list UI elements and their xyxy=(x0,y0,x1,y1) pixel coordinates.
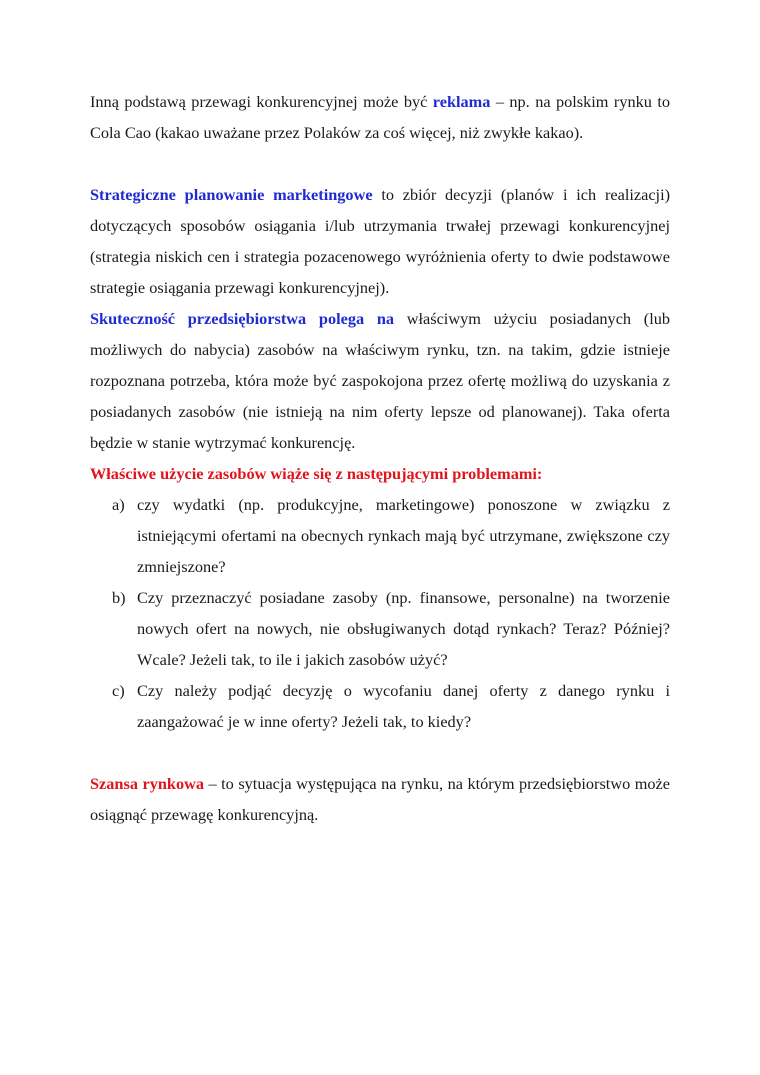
list-item xyxy=(90,489,670,582)
list-item xyxy=(90,582,670,675)
term-strategic-planning: Strategiczne planowanie marketingowe xyxy=(90,185,373,204)
paragraph-text: – to sytuacja występująca na rynku, na którym przedsiębiorstwo może osiągnąć przewagę konkurencyjną. xyxy=(90,774,670,824)
paragraph-advertising xyxy=(90,86,670,148)
paragraph-market-opportunity xyxy=(90,768,670,830)
keyword-reklama: reklama xyxy=(432,92,491,111)
list-marker: a) xyxy=(112,495,125,514)
list-item-text: czy wydatki (np. produkcyjne, marketingowe) ponoszone w związku z istniejącymi ofertami na obecnych rynkach mają być utrzymane, zwiększone czy zmniejszone? xyxy=(137,495,670,576)
list-marker: c) xyxy=(112,681,125,700)
paragraph-text: to zbiór decyzji (planów i ich realizacji) dotyczących sposobów osiągania i/lub utrzymania trwałej przewagi konkurencyjnej (strategia niskich cen i strategia pozacenowego wyróżnienia oferty to dwie podstawowe strategie osiągania przewagi konkurencyjnej). xyxy=(90,185,671,297)
document-page xyxy=(90,86,670,830)
term-market-opportunity: Szansa rynkowa xyxy=(90,774,204,793)
paragraph-text: Inną podstawą przewagi konkurencyjnej może być xyxy=(90,92,433,111)
list-item xyxy=(90,675,670,737)
list-marker: b) xyxy=(112,588,126,607)
heading-text: Właściwe użycie zasobów wiąże się z następującymi problemami: xyxy=(90,464,543,483)
term-effectiveness: Skuteczność przedsiębiorstwa polega na xyxy=(90,309,395,328)
paragraph-text: – np. na polskim rynku to Cola Cao (kakao uważane przez Polaków za coś więcej, niż zwykłe kakao). xyxy=(90,92,670,142)
paragraph-effectiveness xyxy=(90,303,670,458)
list-item-text: Czy należy podjąć decyzję o wycofaniu danej oferty z danego rynku i zaangażować je w inne oferty? Jeżeli tak, to kiedy? xyxy=(137,681,670,731)
paragraph-text: właściwym użyciu posiadanych (lub możliwych do nabycia) zasobów na właściwym rynku, tzn. na takim, gdzie istnieje rozpoznana potrzeba, która może być zaspokojona przez ofertę możliwą do uzyskania z posiadanych zasobów (nie istnieją na nim oferty lepsze od planowanej). Taka oferta będzie w stanie wytrzymać konkurencję. xyxy=(90,309,670,452)
heading-resource-problems xyxy=(90,458,670,489)
problems-list xyxy=(90,489,670,737)
paragraph-strategic-planning xyxy=(90,179,670,303)
list-item-text: Czy przeznaczyć posiadane zasoby (np. finansowe, personalne) na tworzenie nowych ofert na nowych, nie obsługiwanych dotąd rynkach? Teraz? Później? Wcale? Jeżeli tak, to ile i jakich zasobów użyć? xyxy=(137,588,670,669)
